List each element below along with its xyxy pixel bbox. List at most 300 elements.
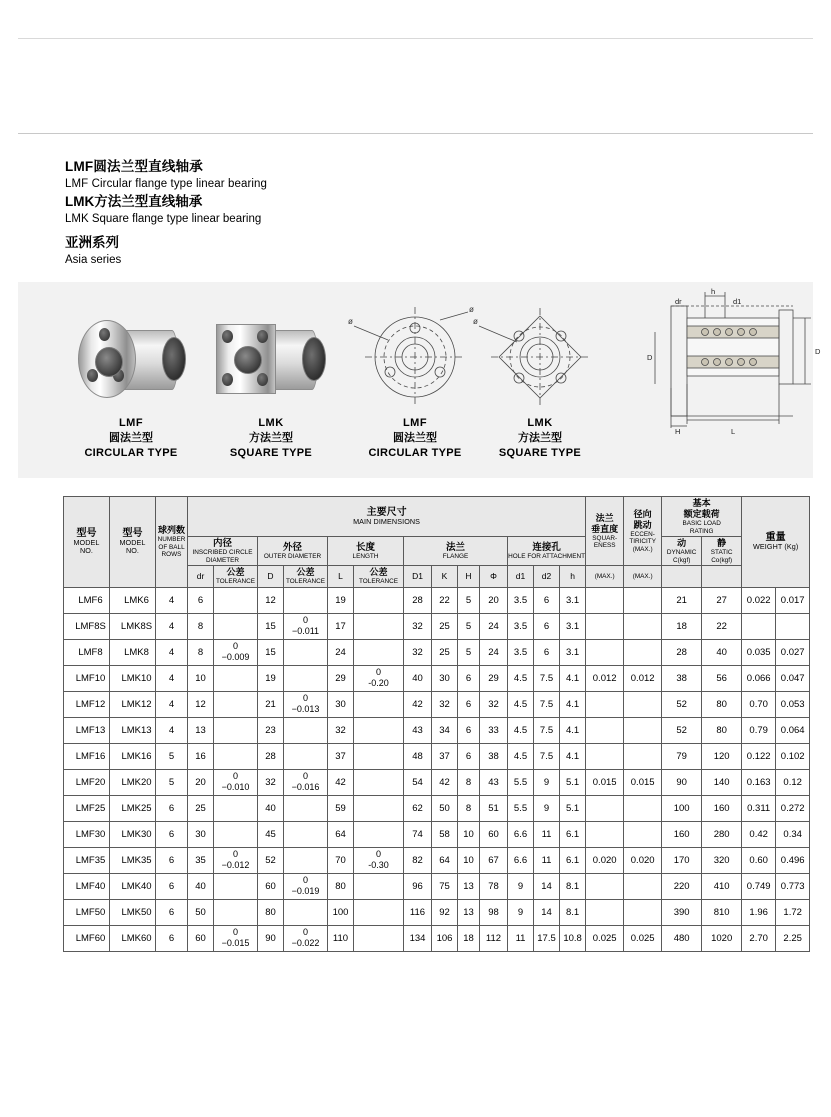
cell-h: 3.1 <box>560 639 586 665</box>
figure-lmk-drawing <box>465 302 615 461</box>
table-row <box>64 769 810 795</box>
cell-H: 18 <box>458 925 480 951</box>
th-weight-cn: 重量 <box>765 532 786 544</box>
th-ecc-max <box>624 566 662 588</box>
cell-squareness <box>586 873 624 899</box>
th-main-dim-en: MAIN DIMENSIONS <box>353 516 421 526</box>
cell-dynamic-load: 79 <box>662 743 702 769</box>
cell-L: 110 <box>328 925 354 951</box>
cell-squareness: 0.015 <box>586 769 624 795</box>
cell-ball-rows: 4 <box>156 717 188 743</box>
cell-dynamic-load: 390 <box>662 899 702 925</box>
cell-model-lmf: LMF8S <box>64 613 110 639</box>
cell-D: 60 <box>258 873 284 899</box>
cell-dynamic-load: 52 <box>662 717 702 743</box>
table-row <box>64 743 810 769</box>
cell-dr-tolerance <box>214 691 258 717</box>
table-header-row-1 <box>64 497 810 537</box>
cell-d2: 9 <box>534 769 560 795</box>
cell-weight-lmk: 0.047 <box>776 665 810 691</box>
figure-lmk-photo <box>205 302 337 461</box>
label-D1: D <box>647 353 653 362</box>
th-dyn-en: DYNAMIC C(kgf) <box>666 549 697 564</box>
cell-model-lmk: LMK50 <box>110 899 156 925</box>
cell-d1: 4.5 <box>508 665 534 691</box>
th-balls-en: NUMBER OF BALL ROWS <box>157 536 186 559</box>
cell-ball-rows: 4 <box>156 665 188 691</box>
cell-phi: 78 <box>480 873 508 899</box>
table-row <box>64 639 810 665</box>
cell-static-load: 56 <box>702 665 742 691</box>
flange-hole-icon <box>257 373 268 386</box>
spec-table-body <box>64 587 810 951</box>
cell-dr-tolerance <box>214 665 258 691</box>
cell-model-lmf: LMF8 <box>64 639 110 665</box>
title-lmk-cn: LMK方法兰型直线轴承 <box>65 194 203 209</box>
cell-static-load: 280 <box>702 821 742 847</box>
th-outer-en: OUTER DIAMETER <box>263 552 322 560</box>
cell-weight-lmf: 0.066 <box>742 665 776 691</box>
cell-phi: 29 <box>480 665 508 691</box>
th-main-dim-cn: 主要尺寸 <box>366 506 407 518</box>
th-model-en2-2: NO. <box>125 546 140 556</box>
cell-L: 30 <box>328 691 354 717</box>
label-D: D <box>815 347 821 356</box>
th-hole-attachment <box>508 537 586 566</box>
cell-D: 15 <box>258 613 284 639</box>
cell-K: 106 <box>432 925 458 951</box>
cell-d2: 11 <box>534 847 560 873</box>
cell-d2: 7.5 <box>534 717 560 743</box>
cell-D: 21 <box>258 691 284 717</box>
cell-D-tolerance <box>284 795 328 821</box>
cell-H: 8 <box>458 769 480 795</box>
cell-ball-rows: 6 <box>156 873 188 899</box>
cell-dynamic-load: 18 <box>662 613 702 639</box>
cell-eccentricity <box>624 717 662 743</box>
cell-model-lmf: LMF40 <box>64 873 110 899</box>
cell-d1: 9 <box>508 873 534 899</box>
th-tol-en-1: TOLERANCE <box>216 578 255 586</box>
th-dynamic-unit <box>662 566 702 588</box>
cell-D-tolerance <box>284 587 328 613</box>
cell-model-lmk: LMK16 <box>110 743 156 769</box>
cell-eccentricity <box>624 821 662 847</box>
th-dyn-cn: 动 <box>677 538 687 549</box>
spec-table-wrapper <box>63 496 805 952</box>
th-load-en: BASIC LOAD <box>682 520 721 527</box>
cell-h: 5.1 <box>560 769 586 795</box>
cell-dr: 13 <box>188 717 214 743</box>
cell-H: 13 <box>458 899 480 925</box>
cell-weight-lmk: 0.064 <box>776 717 810 743</box>
cell-model-lmk: LMK10 <box>110 665 156 691</box>
cell-d1: 9 <box>508 899 534 925</box>
th-sta-en: STATIC Co(kgf) <box>710 549 733 564</box>
cell-d1: 4.5 <box>508 691 534 717</box>
cell-d1: 11 <box>508 925 534 951</box>
cell-squareness <box>586 795 624 821</box>
cell-d1: 6.6 <box>508 847 534 873</box>
cell-H: 6 <box>458 665 480 691</box>
figure-4-en: SQUARE TYPE <box>498 447 582 459</box>
label-h: h <box>711 288 716 296</box>
cell-dr: 40 <box>188 873 214 899</box>
svg-text:ø: ø <box>469 305 474 314</box>
flange-bore-icon <box>234 346 262 374</box>
cell-D: 80 <box>258 899 284 925</box>
th-phi: Φ <box>480 566 508 588</box>
cell-D-tolerance: 0 −0.019 <box>284 873 328 899</box>
cell-ball-rows: 5 <box>156 743 188 769</box>
title-series-en: Asia series <box>65 254 122 266</box>
cell-model-lmk: LMK8S <box>110 613 156 639</box>
cell-dr-tolerance <box>214 717 258 743</box>
th-D: D <box>258 566 284 588</box>
cell-L: 100 <box>328 899 354 925</box>
title-series-cn: 亚洲系列 <box>65 235 119 250</box>
svg-text:ø: ø <box>473 317 478 326</box>
cell-H: 5 <box>458 639 480 665</box>
cell-weight-lmk <box>776 613 810 639</box>
th-model-lmf <box>64 497 110 588</box>
th-d1: d1 <box>508 566 534 588</box>
cell-weight-lmk: 1.72 <box>776 899 810 925</box>
cell-D1: 28 <box>404 587 432 613</box>
cell-model-lmk: LMK60 <box>110 925 156 951</box>
cell-D-tolerance <box>284 899 328 925</box>
cell-D: 32 <box>258 769 284 795</box>
cell-K: 30 <box>432 665 458 691</box>
th-sq-cn: 法兰 <box>595 512 614 523</box>
page-title-block <box>65 158 665 268</box>
cell-d2: 7.5 <box>534 665 560 691</box>
cell-weight-lmf: 1.96 <box>742 899 776 925</box>
svg-text:ø: ø <box>348 317 353 326</box>
cell-K: 25 <box>432 639 458 665</box>
table-row <box>64 847 810 873</box>
cell-d2: 9 <box>534 795 560 821</box>
th-h: h <box>560 566 586 588</box>
cell-phi: 60 <box>480 821 508 847</box>
label-dr: dr <box>675 297 682 306</box>
figure-2-name: LMK <box>258 417 284 429</box>
cell-h: 10.8 <box>560 925 586 951</box>
cell-L-tolerance <box>354 821 404 847</box>
th-tol-en-2: TOLERANCE <box>286 578 325 586</box>
cell-dynamic-load: 480 <box>662 925 702 951</box>
cell-D: 19 <box>258 665 284 691</box>
cell-d1: 5.5 <box>508 769 534 795</box>
table-row <box>64 691 810 717</box>
th-squareness-max <box>586 566 624 588</box>
th-dynamic <box>662 537 702 566</box>
cell-K: 37 <box>432 743 458 769</box>
cell-model-lmf: LMF10 <box>64 665 110 691</box>
cell-ball-rows: 4 <box>156 639 188 665</box>
cell-model-lmf: LMF30 <box>64 821 110 847</box>
table-row <box>64 665 810 691</box>
spec-table <box>63 496 810 952</box>
figure-2-en: SQUARE TYPE <box>229 447 313 459</box>
table-row <box>64 717 810 743</box>
cell-h: 4.1 <box>560 717 586 743</box>
cell-D-tolerance <box>284 821 328 847</box>
cell-D: 28 <box>258 743 284 769</box>
cell-dr-tolerance <box>214 613 258 639</box>
th-ecc-max: (MAX.) <box>632 572 653 580</box>
cell-dynamic-load: 52 <box>662 691 702 717</box>
th-d2: d2 <box>534 566 560 588</box>
header-divider <box>18 133 813 134</box>
cell-dr: 30 <box>188 821 214 847</box>
cell-D1: 134 <box>404 925 432 951</box>
lmf-bearing-photo <box>72 302 190 414</box>
cell-static-load: 80 <box>702 691 742 717</box>
cell-H: 6 <box>458 717 480 743</box>
th-flange-en: FLANGE <box>442 552 469 560</box>
cell-dynamic-load: 220 <box>662 873 702 899</box>
table-row <box>64 613 810 639</box>
cell-dr-tolerance: 0 −0.015 <box>214 925 258 951</box>
cell-phi: 20 <box>480 587 508 613</box>
cell-model-lmf: LMF25 <box>64 795 110 821</box>
cell-L: 32 <box>328 717 354 743</box>
cell-d1: 3.5 <box>508 639 534 665</box>
cell-h: 4.1 <box>560 743 586 769</box>
cell-weight-lmf: 0.60 <box>742 847 776 873</box>
figure-3-name: LMF <box>402 417 428 429</box>
cell-weight-lmf: 0.163 <box>742 769 776 795</box>
cell-D1: 82 <box>404 847 432 873</box>
cell-H: 8 <box>458 795 480 821</box>
cell-K: 92 <box>432 899 458 925</box>
cell-D-tolerance: 0 −0.011 <box>284 613 328 639</box>
cell-K: 50 <box>432 795 458 821</box>
cell-static-load: 320 <box>702 847 742 873</box>
cell-D-tolerance <box>284 665 328 691</box>
cell-L: 29 <box>328 665 354 691</box>
cell-d2: 11 <box>534 821 560 847</box>
th-ecc-cn: 径向 <box>633 508 652 519</box>
figure-3-en: CIRCULAR TYPE <box>368 447 462 459</box>
figure-1-cn: 圆法兰型 <box>109 432 153 444</box>
cell-dynamic-load: 170 <box>662 847 702 873</box>
th-dr-tolerance <box>214 566 258 588</box>
cell-d2: 6 <box>534 613 560 639</box>
cell-K: 75 <box>432 873 458 899</box>
cell-L: 70 <box>328 847 354 873</box>
cell-K: 34 <box>432 717 458 743</box>
th-tol-en-3: TOLERANCE <box>359 578 398 586</box>
th-weight-en: WEIGHT (Kg) <box>753 542 799 552</box>
cell-eccentricity: 0.015 <box>624 769 662 795</box>
cell-dr: 12 <box>188 691 214 717</box>
cell-weight-lmf: 0.022 <box>742 587 776 613</box>
cell-model-lmf: LMF20 <box>64 769 110 795</box>
cell-L-tolerance <box>354 925 404 951</box>
cell-H: 6 <box>458 743 480 769</box>
cell-static-load: 27 <box>702 587 742 613</box>
cell-d2: 14 <box>534 873 560 899</box>
cell-weight-lmk: 0.053 <box>776 691 810 717</box>
bearing-bore-icon <box>302 337 326 381</box>
cell-squareness <box>586 821 624 847</box>
table-row <box>64 873 810 899</box>
cell-weight-lmk: 0.773 <box>776 873 810 899</box>
cell-K: 32 <box>432 691 458 717</box>
cell-squareness: 0.025 <box>586 925 624 951</box>
cell-model-lmk: LMK30 <box>110 821 156 847</box>
cell-model-lmk: LMK40 <box>110 873 156 899</box>
bearing-bore-icon <box>162 337 186 381</box>
cell-K: 22 <box>432 587 458 613</box>
cell-model-lmk: LMK25 <box>110 795 156 821</box>
th-load-cn2: 额定载荷 <box>683 509 720 519</box>
th-static-unit <box>702 566 742 588</box>
cell-phi: 32 <box>480 691 508 717</box>
th-flange-cn: 法兰 <box>445 541 465 553</box>
cell-dr: 8 <box>188 613 214 639</box>
cell-eccentricity <box>624 899 662 925</box>
cell-h: 4.1 <box>560 665 586 691</box>
cell-ball-rows: 6 <box>156 795 188 821</box>
th-tol-cn-1: 公差 <box>226 567 245 578</box>
cell-ball-rows: 6 <box>156 847 188 873</box>
cell-dr-tolerance: 0 −0.010 <box>214 769 258 795</box>
th-model-cn-2: 型号 <box>122 528 143 540</box>
cell-dr-tolerance <box>214 899 258 925</box>
cell-dr: 35 <box>188 847 214 873</box>
cell-static-load: 160 <box>702 795 742 821</box>
th-tol-cn-2: 公差 <box>296 567 315 578</box>
figure-1-name: LMF <box>118 417 144 429</box>
circular-flange-icon <box>78 320 136 398</box>
th-eccentricity <box>624 497 662 566</box>
cell-D1: 40 <box>404 665 432 691</box>
cell-dr-tolerance <box>214 873 258 899</box>
cell-d1: 3.5 <box>508 613 534 639</box>
cell-dr: 10 <box>188 665 214 691</box>
th-K: K <box>432 566 458 588</box>
cell-d1: 4.5 <box>508 743 534 769</box>
cell-D: 52 <box>258 847 284 873</box>
cell-D1: 32 <box>404 639 432 665</box>
th-sq-cn2: 垂直度 <box>591 523 619 534</box>
cell-weight-lmf: 0.70 <box>742 691 776 717</box>
cell-dynamic-load: 100 <box>662 795 702 821</box>
cell-phi: 67 <box>480 847 508 873</box>
cell-D: 23 <box>258 717 284 743</box>
cell-d1: 4.5 <box>508 717 534 743</box>
cell-D-tolerance <box>284 847 328 873</box>
th-flange <box>404 537 508 566</box>
cell-H: 13 <box>458 873 480 899</box>
cell-model-lmf: LMF6 <box>64 587 110 613</box>
cell-h: 4.1 <box>560 691 586 717</box>
cell-squareness: 0.012 <box>586 665 624 691</box>
table-row <box>64 899 810 925</box>
cell-static-load: 40 <box>702 639 742 665</box>
table-row <box>64 821 810 847</box>
th-D-tolerance <box>284 566 328 588</box>
cell-K: 42 <box>432 769 458 795</box>
cell-weight-lmk: 2.25 <box>776 925 810 951</box>
cell-weight-lmf <box>742 613 776 639</box>
cell-D-tolerance <box>284 639 328 665</box>
title-lmk-en: LMK Square flange type linear bearing <box>65 213 262 225</box>
th-length <box>328 537 404 566</box>
cell-L: 64 <box>328 821 354 847</box>
cell-L-tolerance <box>354 743 404 769</box>
cell-D-tolerance: 0 −0.016 <box>284 769 328 795</box>
cell-L: 24 <box>328 639 354 665</box>
th-sq-en: SQUAR-ENESS <box>592 534 618 550</box>
cell-D: 45 <box>258 821 284 847</box>
cell-D-tolerance <box>284 743 328 769</box>
cell-dr-tolerance <box>214 795 258 821</box>
th-L: L <box>328 566 354 588</box>
cell-L: 19 <box>328 587 354 613</box>
cell-H: 5 <box>458 613 480 639</box>
cell-L-tolerance <box>354 899 404 925</box>
cell-D1: 43 <box>404 717 432 743</box>
th-ecc-en: ECCEN-TIRICITY <box>629 530 656 546</box>
cell-static-load: 140 <box>702 769 742 795</box>
cell-ball-rows: 4 <box>156 587 188 613</box>
flange-hole-icon <box>222 373 233 386</box>
cell-phi: 98 <box>480 899 508 925</box>
title-lmf-cn: LMF圆法兰型直线轴承 <box>65 159 203 174</box>
cell-K: 25 <box>432 613 458 639</box>
cell-model-lmk: LMK8 <box>110 639 156 665</box>
th-squareness <box>586 497 624 566</box>
cell-dynamic-load: 28 <box>662 639 702 665</box>
lmk-bearing-photo <box>212 302 330 414</box>
th-inscribed-en: INSCRIBED CIRCLE DIAMETER <box>192 549 253 564</box>
cell-L-tolerance <box>354 717 404 743</box>
cell-ball-rows: 4 <box>156 613 188 639</box>
cell-model-lmk: LMK20 <box>110 769 156 795</box>
cell-dr: 8 <box>188 639 214 665</box>
cell-dr-tolerance <box>214 587 258 613</box>
cell-model-lmk: LMK13 <box>110 717 156 743</box>
cell-dr: 60 <box>188 925 214 951</box>
cell-d2: 17.5 <box>534 925 560 951</box>
cell-L: 42 <box>328 769 354 795</box>
flange-hole-icon <box>87 369 98 382</box>
cell-K: 58 <box>432 821 458 847</box>
cell-squareness: 0.020 <box>586 847 624 873</box>
cell-eccentricity <box>624 691 662 717</box>
cell-static-load: 80 <box>702 717 742 743</box>
cell-D1: 54 <box>404 769 432 795</box>
cell-L-tolerance <box>354 769 404 795</box>
cell-static-load: 120 <box>702 743 742 769</box>
figure-2-cn: 方法兰型 <box>249 432 293 444</box>
cell-eccentricity <box>624 587 662 613</box>
cell-model-lmf: LMF60 <box>64 925 110 951</box>
cell-eccentricity <box>624 639 662 665</box>
cell-weight-lmk: 0.34 <box>776 821 810 847</box>
cell-eccentricity <box>624 613 662 639</box>
cell-d2: 7.5 <box>534 691 560 717</box>
cell-D1: 42 <box>404 691 432 717</box>
cross-section-drawing <box>645 288 830 438</box>
square-flange-icon <box>216 324 276 394</box>
flange-hole-icon <box>222 330 233 343</box>
cell-phi: 24 <box>480 613 508 639</box>
